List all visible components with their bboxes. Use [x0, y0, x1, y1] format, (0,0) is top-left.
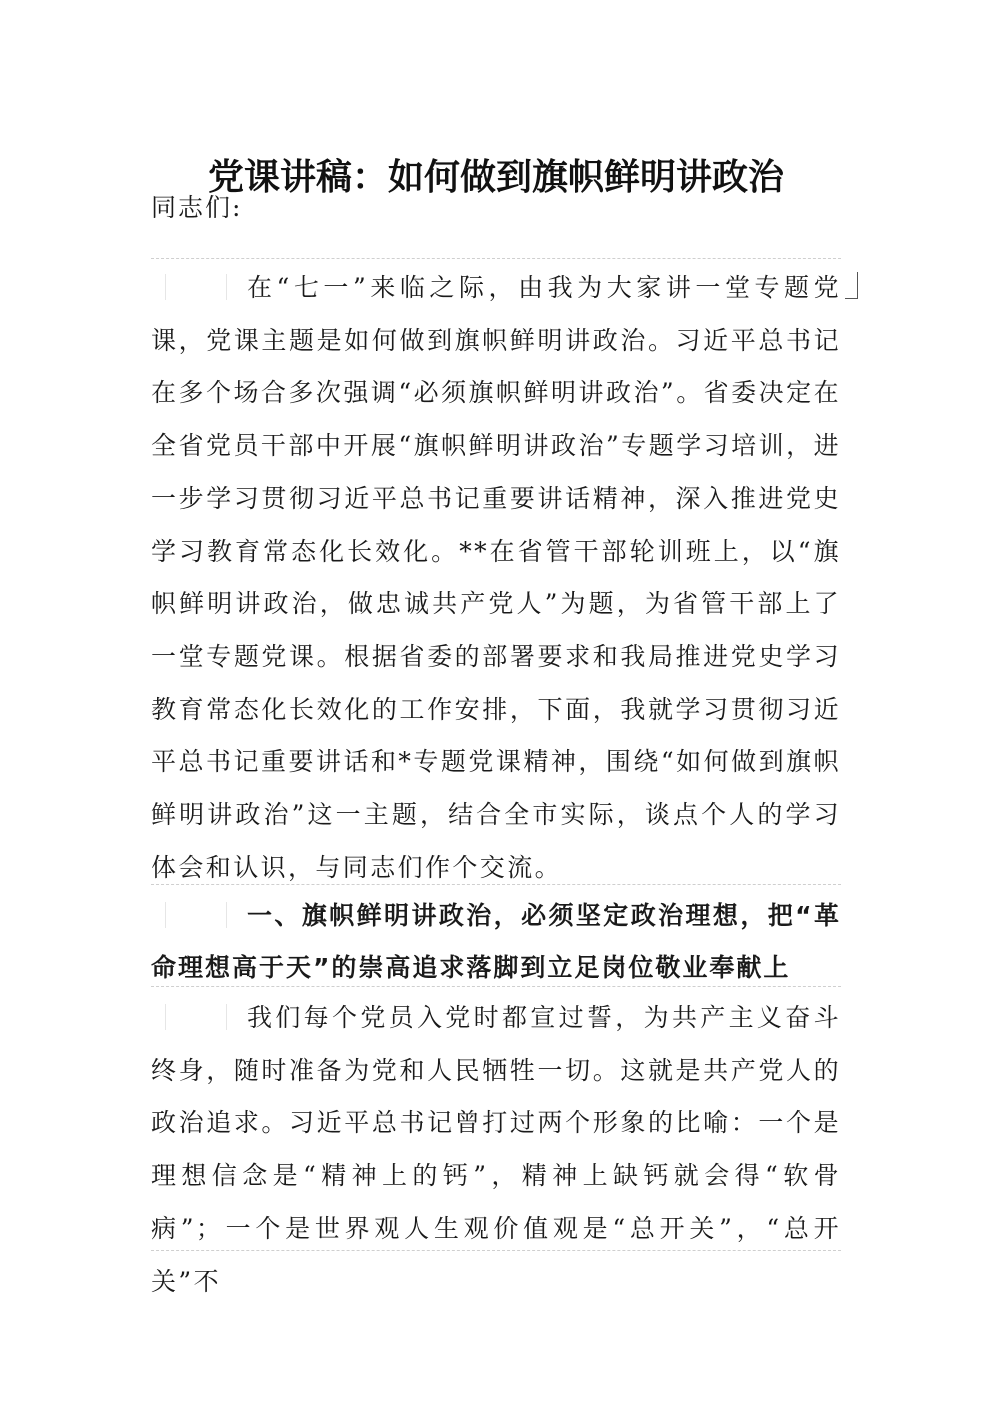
paragraph-section-1: 我们每个党员入党时都宣过誓，为共产主义奋斗终身，随时准备为党和人民牺牲一切。这就是共产党人的政治追求。习近平总书记曾打过两个形象的比喻：一个是理想信念是“精神上的钙”，精神上缺钙就会得“软骨病”；一个是世界观人生观价值观是“总开关”，“总开关”不 [151, 1003, 841, 1296]
section-heading-1: 一、旗帜鲜明讲政治，必须坚定政治理想，把“革命理想高于天”的崇高追求落脚到立足岗位敬业奉献上 [151, 901, 841, 982]
document-title: 党课讲稿：如何做到旗帜鲜明讲政治 [207, 157, 784, 199]
paragraph-guide-heading-bottom [151, 986, 841, 987]
paragraph-end-mark [845, 272, 858, 299]
paragraph-guide-bottom [151, 884, 841, 885]
salutation: 同志们: [151, 193, 243, 222]
paragraph-guide-end [151, 1250, 841, 1251]
paragraph-intro: 在“七一”来临之际，由我为大家讲一堂专题党课，党课主题是如何做到旗帜鲜明讲政治。习近平总书记在多个场合多次强调“必须旗帜鲜明讲政治”。省委决定在全省党员干部中开展“旗帜鲜明讲政治”专题学习培训，进一步学习贯彻习近平总书记重要讲话精神，深入推进党史学习教育常态化长效化。**在省管干部轮训班上，以“旗帜鲜明讲政治，做忠诚共产党人”为题，为省管干部上了一堂专题党课。根据省委的部署要求和我局推进党史学习教育常态化长效化的工作安排，下面，我就学习贯彻习近平总书记重要讲话和*专题党课精神，围绕“如何做到旗帜鲜明讲政治”这一主题，结合全市实际，谈点个人的学习体会和认识，与同志们作个交流。 [151, 273, 841, 882]
paragraph-guide-top [151, 258, 841, 259]
